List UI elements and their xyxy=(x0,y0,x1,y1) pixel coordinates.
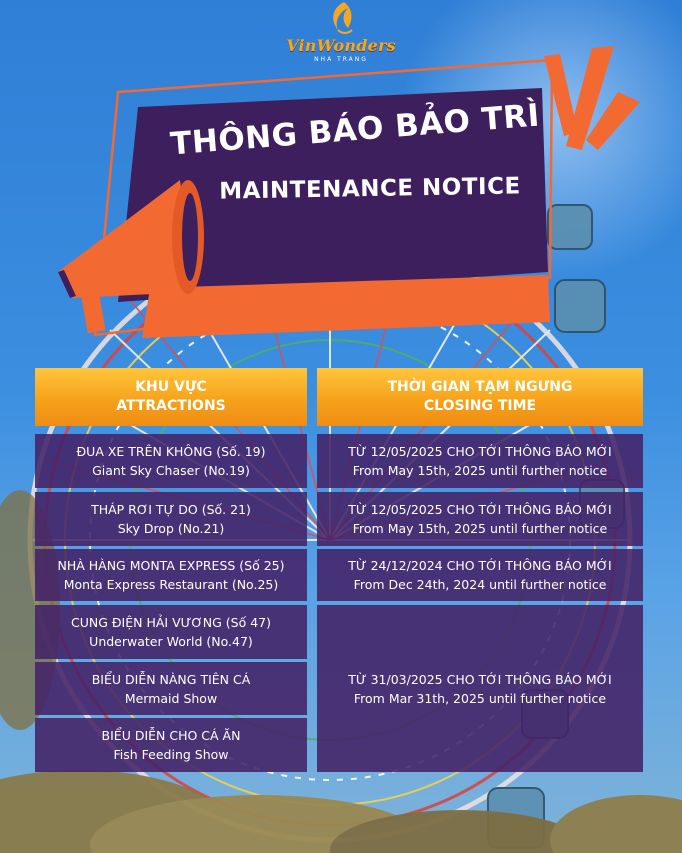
closing-time-row-merged xyxy=(317,605,643,772)
closing-time-vi: TỪ 31/03/2025 CHO TỚI THÔNG BÁO MỚI xyxy=(348,671,612,687)
header-closing-en: CLOSING TIME xyxy=(423,398,537,414)
logo-wordmark: VinWonders xyxy=(286,36,396,55)
burst-lines-icon xyxy=(544,46,640,150)
attraction-row xyxy=(35,492,307,546)
logo-location: NHA TRANG xyxy=(314,56,368,63)
closing-time-vi: TỪ 12/05/2025 CHO TỚI THÔNG BÁO MỚI xyxy=(348,502,612,517)
title-english: MAINTENANCE NOTICE xyxy=(219,173,521,205)
attraction-row xyxy=(35,662,307,715)
attraction-vi: BIỂU DIỄN CHO CÁ ĂN xyxy=(101,728,241,743)
attraction-vi: CUNG ĐIỆN HẢI VƯƠNG (Số 47) xyxy=(70,615,271,630)
header-attractions-vi: KHU VỰC xyxy=(135,379,207,395)
attraction-row xyxy=(35,718,307,772)
attraction-vi: BIỂU DIỄN NÀNG TIÊN CÁ xyxy=(91,671,251,687)
closing-time-vi: TỪ 24/12/2024 CHO TỚI THÔNG BÁO MỚI xyxy=(348,558,612,573)
closing-time-row xyxy=(317,492,643,546)
attraction-row xyxy=(35,549,307,601)
header-attractions-en: ATTRACTIONS xyxy=(116,398,226,414)
attraction-en: Monta Express Restaurant (No.25) xyxy=(63,577,279,592)
header-closing-vi: THỜI GIAN TẠM NGƯNG xyxy=(387,379,573,395)
closing-time-en: From Mar 31th, 2025 until further notice xyxy=(353,690,607,706)
closing-time-en: From May 15th, 2025 until further notice xyxy=(352,463,608,478)
header-closing-time xyxy=(317,368,643,426)
attraction-en: Sky Drop (No.21) xyxy=(117,521,225,536)
attraction-en: Mermaid Show xyxy=(124,690,218,706)
attraction-en: Giant Sky Chaser (No.19) xyxy=(92,463,250,478)
attraction-vi: THÁP RƠI TỰ DO (Số. 21) xyxy=(91,502,251,517)
closing-time-row xyxy=(317,434,643,488)
closing-time-row xyxy=(317,549,643,601)
attraction-row xyxy=(35,605,307,659)
title-vietnamese: THÔNG BÁO BẢO TRÌ xyxy=(169,97,541,163)
attraction-vi: ĐUA XE TRÊN KHÔNG (Số. 19) xyxy=(76,444,266,459)
attraction-vi: NHÀ HÀNG MONTA EXPRESS (Số 25) xyxy=(57,558,285,573)
attraction-row xyxy=(35,434,307,488)
attraction-en: Fish Feeding Show xyxy=(113,747,229,762)
header-attractions xyxy=(35,368,307,426)
attraction-en: Underwater World (No.47) xyxy=(89,634,253,649)
closing-time-en: From May 15th, 2025 until further notice xyxy=(352,521,608,536)
closing-time-en: From Dec 24th, 2024 until further notice xyxy=(353,577,607,592)
closing-time-vi: TỪ 12/05/2025 CHO TỚI THÔNG BÁO MỚI xyxy=(348,444,612,459)
